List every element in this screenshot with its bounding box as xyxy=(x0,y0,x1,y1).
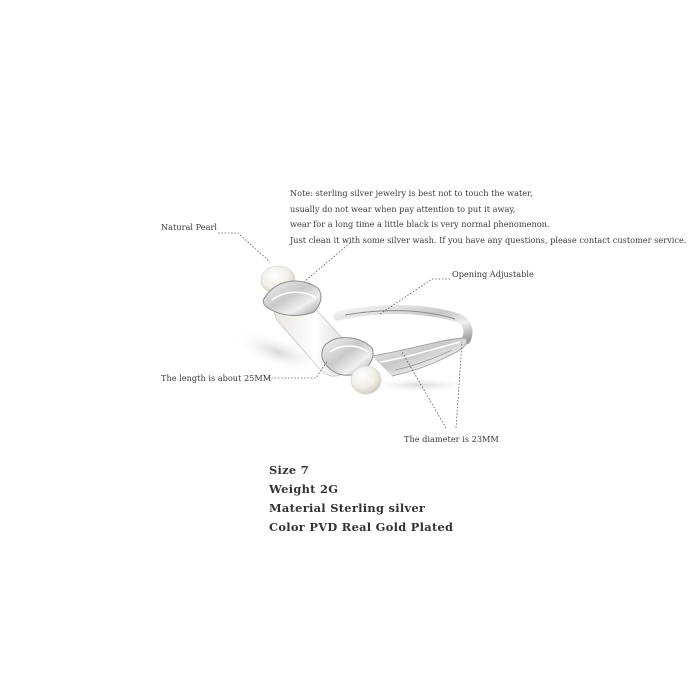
opening-adjustable-label: Opening Adjustable xyxy=(452,269,534,279)
care-note-line: usually do not wear when pay attention to put it away, xyxy=(290,203,516,214)
diameter-label: The diameter is 23MM xyxy=(404,434,499,444)
length-label: The length is about 25MM xyxy=(161,373,272,383)
spec-material: Material Sterling silver xyxy=(269,501,426,515)
leader-pearl xyxy=(218,233,270,262)
spec-color: Color PVD Real Gold Plated xyxy=(269,520,454,534)
care-note-line: Note: sterling silver jewelry is best not to touch the water, xyxy=(290,188,533,198)
bottom-pearl xyxy=(351,366,381,394)
care-note xyxy=(290,186,686,248)
spec-list xyxy=(269,461,453,537)
natural-pearl-label: Natural Pearl xyxy=(161,222,218,232)
care-note-line: Just clean it with some silver wash. If you have any questions, please contact customer service. xyxy=(290,234,687,245)
leader-note xyxy=(304,243,350,282)
care-note-line: wear for a long time a little black is very normal phenomenon. xyxy=(290,219,550,229)
spec-weight: Weight 2G xyxy=(269,482,339,496)
ring-band-back xyxy=(338,310,468,341)
spec-size: Size 7 xyxy=(269,463,309,477)
